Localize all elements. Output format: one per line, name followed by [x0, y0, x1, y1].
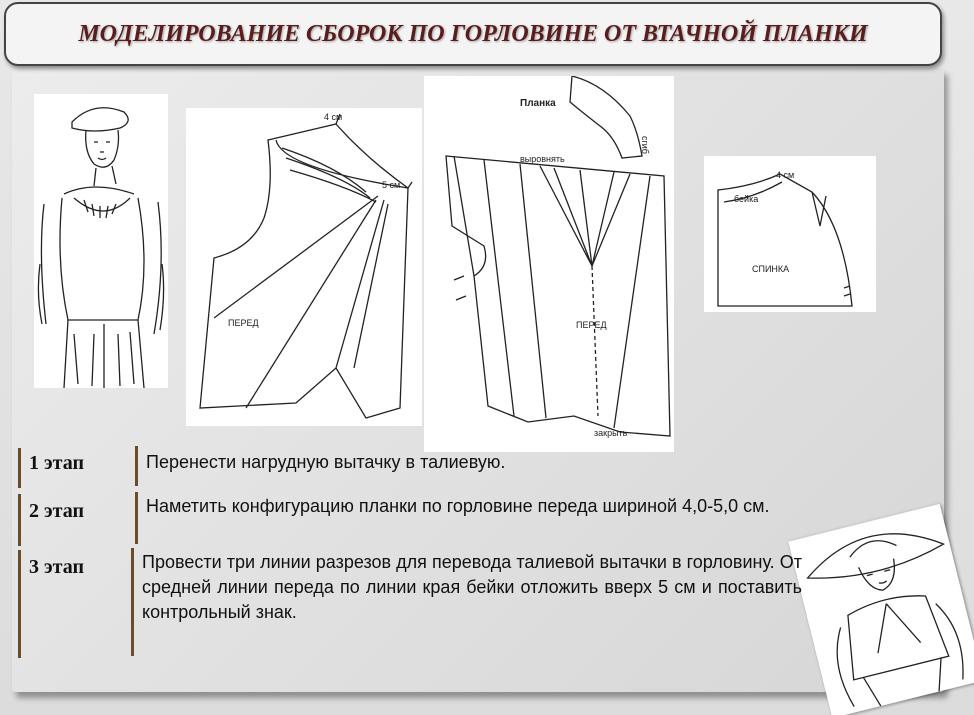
front-label: ПЕРЕД [228, 318, 259, 328]
step-3-text: Провести три линии разрезов для перевода талиевой вытачки в горловину. От средней линии переда по линии края бейки отложить вверх 5 см и поставить контрольный знак. [142, 552, 802, 622]
pattern-front-slashed [424, 76, 674, 452]
yoke-label: Планка [520, 98, 556, 109]
close-label: закрыть [594, 428, 628, 438]
fashion-illustration-top [34, 94, 168, 388]
fold-label: сгиб [640, 136, 650, 154]
pattern-back [704, 156, 876, 312]
facing-label: бейка [734, 194, 759, 204]
width-label: 4 см [324, 112, 343, 122]
pattern-3-diagram [704, 156, 876, 312]
pattern-1-diagram [186, 108, 422, 426]
step-1-text: Перенести нагрудную вытачку в талиевую. [146, 452, 506, 472]
step-2-text: Наметить конфигурацию планки по горловине переда шириной 4,0-5,0 см. [146, 496, 770, 516]
front-label-2: ПЕРЕД [576, 320, 607, 330]
page-title: МОДЕЛИРОВАНИЕ СБОРОК ПО ГОРЛОВИНЕ ОТ ВТАЧНОЙ ПЛАНКИ [78, 21, 868, 47]
step-2-divider [135, 492, 138, 544]
pattern-front-bust-dart [186, 108, 422, 426]
align-label: выровнять [520, 154, 565, 164]
step-3-divider [131, 548, 134, 656]
pattern-2-diagram [424, 76, 674, 452]
step-1-divider [135, 446, 138, 486]
back-width-label: 4 см [776, 170, 795, 180]
title-banner [4, 2, 942, 66]
step-1-label: 1 этап [18, 448, 134, 488]
depth-label: 5 см [382, 180, 401, 190]
woman-sketch-image [34, 94, 168, 388]
step-3-label: 3 этап [18, 550, 134, 658]
step-2-label: 2 этап [18, 494, 134, 546]
back-label: СПИНКА [752, 264, 790, 274]
